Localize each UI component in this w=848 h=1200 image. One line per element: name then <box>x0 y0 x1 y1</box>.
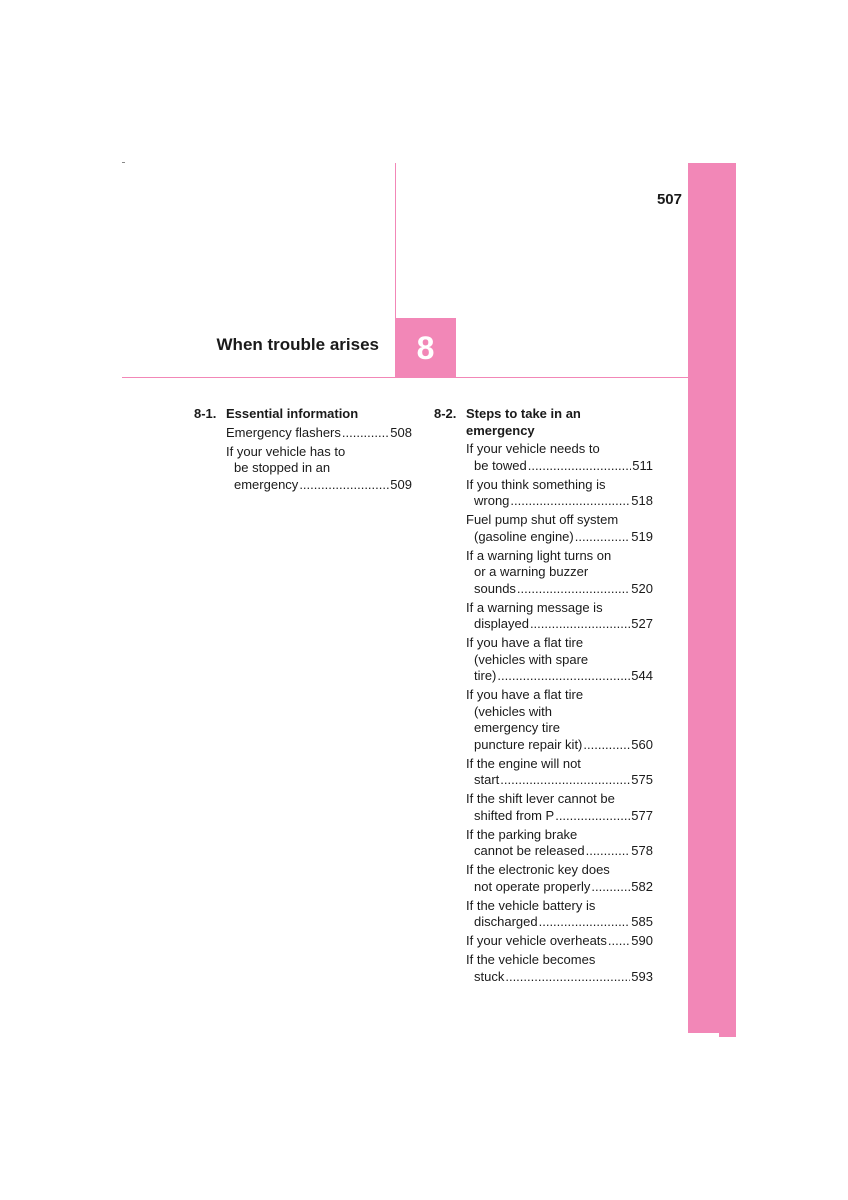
toc-entry-text: or a warning buzzer <box>474 564 589 579</box>
toc-entry-last-line <box>466 772 653 789</box>
toc-page-number: 585 <box>631 914 653 929</box>
toc-entry-text: stuck <box>474 968 505 984</box>
section-number: 8-2. <box>434 406 457 421</box>
toc-entry-text: If the parking brake <box>466 826 578 842</box>
toc-page-number: 518 <box>631 493 653 508</box>
section-heading <box>434 406 653 439</box>
toc-page-number: 511 <box>632 457 653 473</box>
header-vertical-rule <box>395 163 396 318</box>
page-number: 507 <box>656 191 682 208</box>
toc-entry-last-line <box>466 879 653 896</box>
toc-entry-text: tire) <box>474 668 497 683</box>
toc-entry-last-line <box>466 914 653 931</box>
dot-leader <box>342 425 389 442</box>
toc-entry[interactable] <box>466 635 653 685</box>
toc-entry-text: not operate properly <box>474 878 591 894</box>
chapter-number-badge: 8 <box>395 318 456 378</box>
toc-entry-text: (gasoline engine) <box>474 528 574 544</box>
toc-entry-last-line <box>466 969 653 986</box>
toc-entry-last-line <box>466 581 653 598</box>
dot-leader <box>575 529 631 546</box>
toc-entry[interactable] <box>226 425 412 442</box>
toc-section-8-1 <box>194 406 412 493</box>
toc-entry-text: shifted from P <box>474 807 555 823</box>
toc-entry-last-line <box>466 808 653 825</box>
section-title: Essential information <box>226 406 359 421</box>
dot-leader <box>555 808 630 825</box>
toc-entry-text: If the electronic key does <box>466 862 610 877</box>
toc-page-number: 508 <box>390 424 412 440</box>
toc-entry-text: If a warning message is <box>466 599 603 615</box>
toc-page-number: 577 <box>631 807 653 823</box>
toc-page-number: 527 <box>631 616 653 631</box>
toc-entry-text: start <box>474 772 500 787</box>
toc-entry[interactable] <box>466 756 653 789</box>
toc-page-number: 593 <box>631 968 653 984</box>
dot-leader <box>497 668 630 685</box>
chapter-title: When trouble arises <box>216 335 379 354</box>
chapter-side-tab-notch <box>719 1033 736 1037</box>
dot-leader <box>583 737 630 754</box>
toc-page-number: 560 <box>631 736 653 752</box>
dot-leader <box>510 493 630 510</box>
toc-entry-text: If the engine will not <box>466 755 581 771</box>
toc-entry-last-line <box>466 843 653 860</box>
toc-entry-last-line <box>226 477 412 494</box>
toc-entry-text: Fuel pump shut off system <box>466 512 619 527</box>
toc-entry-text: cannot be released <box>474 843 585 858</box>
toc-entry-text: If your vehicle has to <box>226 443 346 459</box>
toc-entry-text: sounds <box>474 580 516 596</box>
toc-entry-text: (vehicles with <box>474 703 553 719</box>
dot-leader <box>505 969 630 986</box>
toc-entry[interactable] <box>466 933 653 950</box>
dot-leader <box>591 879 630 896</box>
toc-entry-last-line <box>466 616 653 633</box>
toc-page-number: 509 <box>390 476 412 492</box>
toc-entry[interactable] <box>466 952 653 985</box>
toc-entry-text: discharged <box>474 914 538 929</box>
toc-entry-text: displayed <box>474 616 529 631</box>
toc-entry[interactable] <box>466 477 653 510</box>
toc-entry[interactable] <box>466 600 653 633</box>
toc-entry-text: emergency tire <box>474 720 560 735</box>
toc-entry-last-line <box>466 737 653 754</box>
dot-leader <box>517 581 630 598</box>
toc-entry-text: be towed <box>474 457 527 473</box>
dot-leader <box>608 933 630 950</box>
toc-page-number: 544 <box>631 668 653 683</box>
crop-mark <box>122 162 125 163</box>
toc-entry-text: If you have a flat tire <box>466 635 584 650</box>
toc-entry-text: If you think something is <box>466 476 606 492</box>
toc-page-number: 520 <box>631 580 653 596</box>
toc-entry-text: Emergency flashers <box>226 424 341 440</box>
toc-entry-text: wrong <box>474 493 510 508</box>
toc-page-number: 575 <box>631 772 653 787</box>
toc-entry-text: If your vehicle needs to <box>466 441 600 456</box>
toc-entry[interactable] <box>466 898 653 931</box>
toc-entry-last-line <box>466 458 653 475</box>
dot-leader <box>500 772 630 789</box>
toc-entry-text: (vehicles with spare <box>474 651 589 667</box>
toc-page-number: 578 <box>631 843 653 858</box>
toc-entry[interactable] <box>466 791 653 824</box>
toc-page-number: 519 <box>631 528 653 544</box>
toc-entry[interactable] <box>466 687 653 753</box>
toc-entry-text: If a warning light turns on <box>466 547 612 563</box>
toc-entry[interactable] <box>466 862 653 895</box>
dot-leader <box>530 616 630 633</box>
toc-entry-text: be stopped in an <box>234 460 331 475</box>
toc-entry-text: If you have a flat tire <box>466 687 584 702</box>
toc-entry-last-line <box>466 933 653 950</box>
toc-entry-text: puncture repair kit) <box>474 736 583 752</box>
section-title: Steps to take in an emergency <box>466 406 581 438</box>
dot-leader <box>539 914 631 931</box>
toc-entry-text: If the shift lever cannot be <box>466 791 615 806</box>
toc-entry-last-line <box>226 425 412 442</box>
toc-entry[interactable] <box>466 512 653 545</box>
toc-entry[interactable] <box>466 441 653 474</box>
toc-entry-last-line <box>466 493 653 510</box>
toc-entry-last-line <box>466 529 653 546</box>
chapter-side-tab <box>688 163 736 1033</box>
toc-section-8-2 <box>434 406 653 985</box>
toc-entry[interactable] <box>466 548 653 598</box>
toc-entry[interactable] <box>226 444 412 494</box>
section-number: 8-1. <box>194 406 217 421</box>
dot-leader <box>299 477 389 494</box>
toc-entry-text: If the vehicle battery is <box>466 897 596 913</box>
toc-entry-text: emergency <box>234 476 299 492</box>
dot-leader <box>586 843 631 860</box>
toc-entry-text: If your vehicle overheats <box>466 933 607 948</box>
section-heading <box>194 406 412 423</box>
toc-entry-list <box>466 441 653 985</box>
toc-page-number: 590 <box>631 933 653 948</box>
toc-page-number: 582 <box>631 878 653 894</box>
toc-entry-text: If the vehicle becomes <box>466 952 596 967</box>
dot-leader <box>528 458 632 475</box>
toc-entry-list <box>226 425 412 494</box>
toc-entry[interactable] <box>466 827 653 860</box>
toc-entry-last-line <box>466 668 653 685</box>
